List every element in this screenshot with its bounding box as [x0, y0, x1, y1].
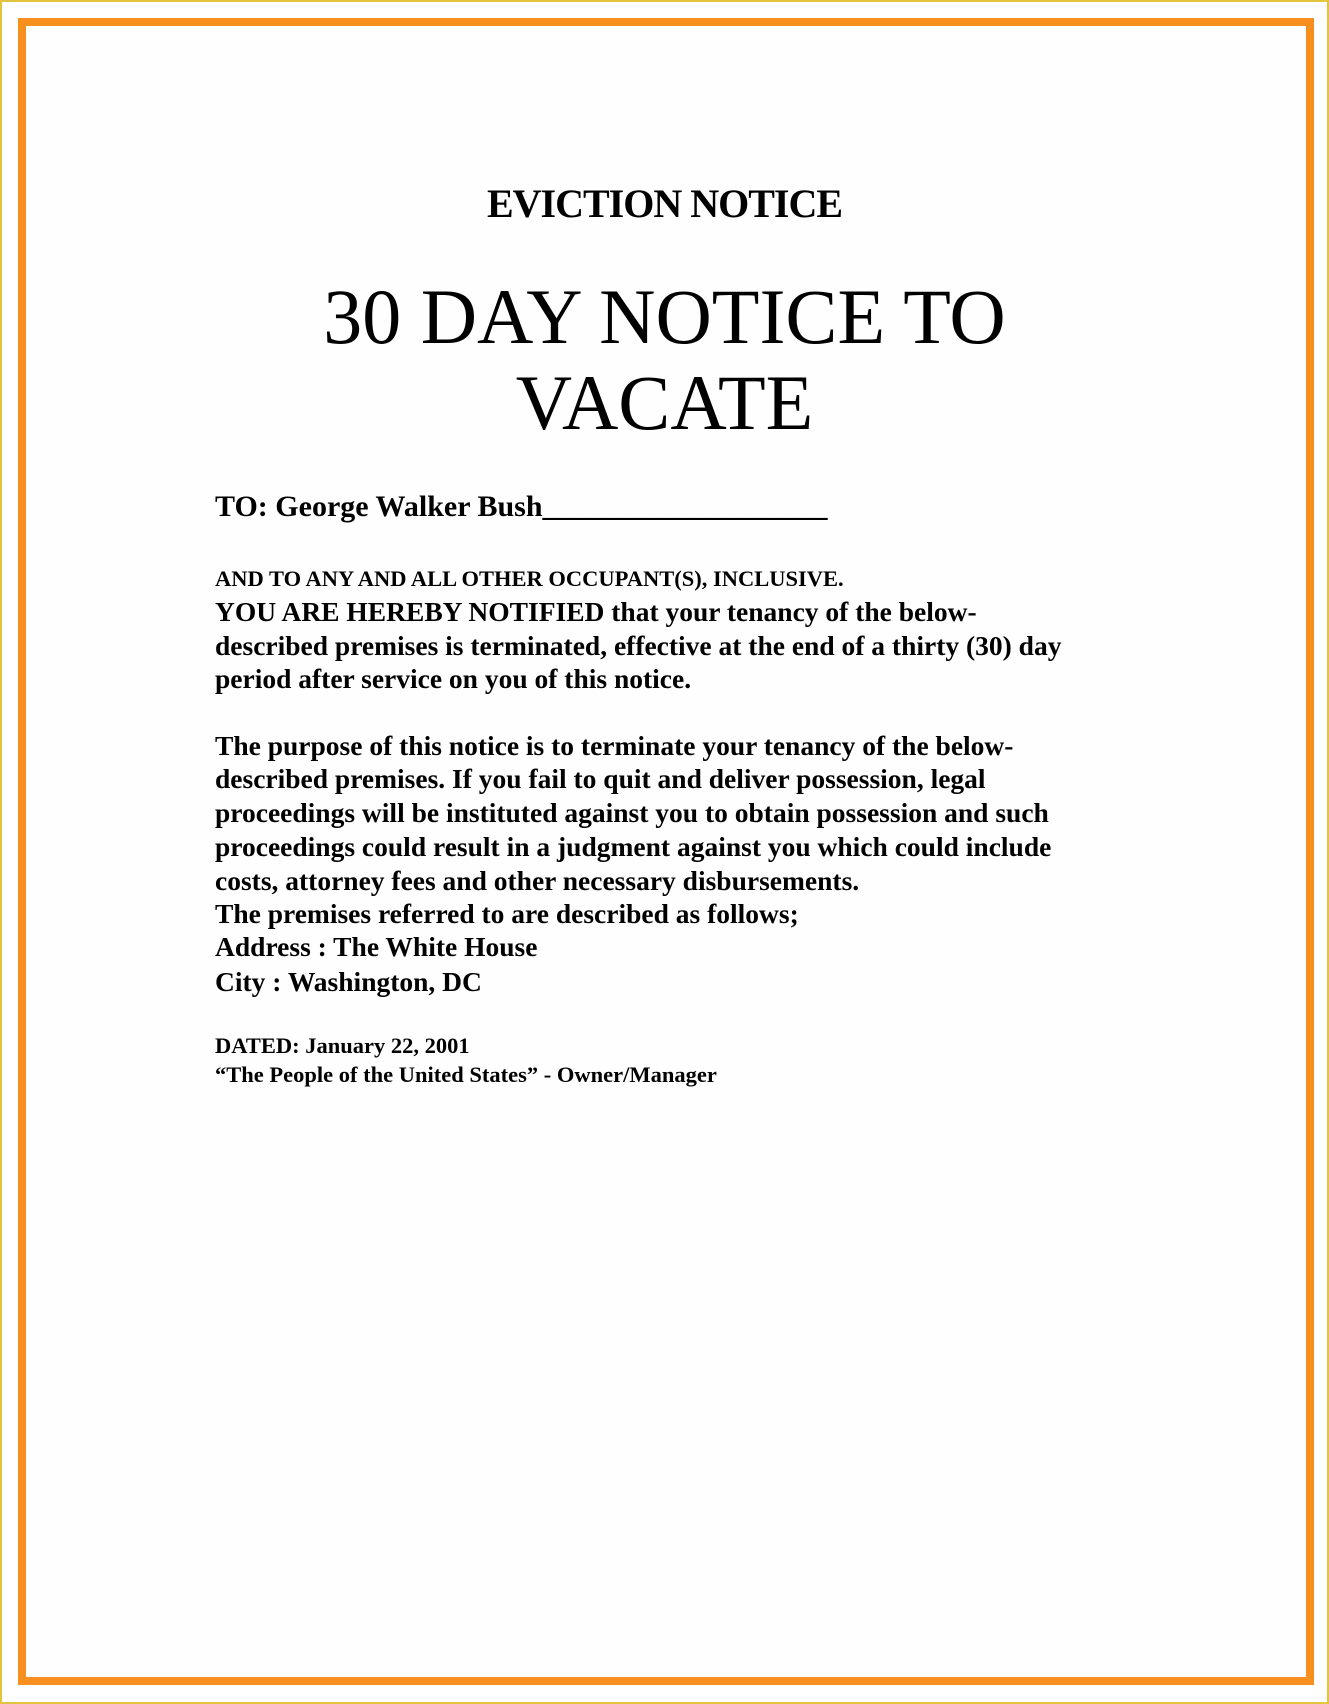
title-line-1: 30 DAY NOTICE TO	[323, 273, 1006, 360]
title-line-2: VACATE	[515, 359, 814, 446]
paragraph1-line: YOU ARE HEREBY NOTIFIED that your tenancy of the below-	[215, 596, 977, 627]
paragraph2-line: described premises. If you fail to quit and deliver possession, legal	[215, 763, 986, 794]
paragraph2-line: The purpose of this notice is to terminate your tenancy of the below-	[215, 730, 1014, 761]
signature-line: “The People of the United States” - Owner/Manager	[215, 1062, 717, 1087]
paragraph1-line: described premises is terminated, effective at the end of a thirty (30) day	[215, 630, 1062, 661]
dated-line: DATED: January 22, 2001	[215, 1033, 470, 1058]
recipient-line: TO: George Walker Bush___________________	[215, 490, 828, 523]
document-heading: EVICTION NOTICE	[486, 181, 843, 226]
city-line: City : Washington, DC	[215, 966, 482, 997]
address-line: Address : The White House	[215, 931, 538, 962]
paragraph1-line: period after service on you of this notice.	[215, 663, 692, 694]
paragraph2-line: costs, attorney fees and other necessary disbursements.	[215, 865, 860, 896]
occupants-line: AND TO ANY AND ALL OTHER OCCUPANT(S), INCLUSIVE.	[215, 566, 844, 591]
paragraph2-line: The premises referred to are described as follows;	[215, 898, 799, 929]
paragraph2-line: proceedings could result in a judgment against you which could include	[215, 831, 1052, 862]
paragraph2-line: proceedings will be instituted against you to obtain possession and such	[215, 797, 1049, 828]
